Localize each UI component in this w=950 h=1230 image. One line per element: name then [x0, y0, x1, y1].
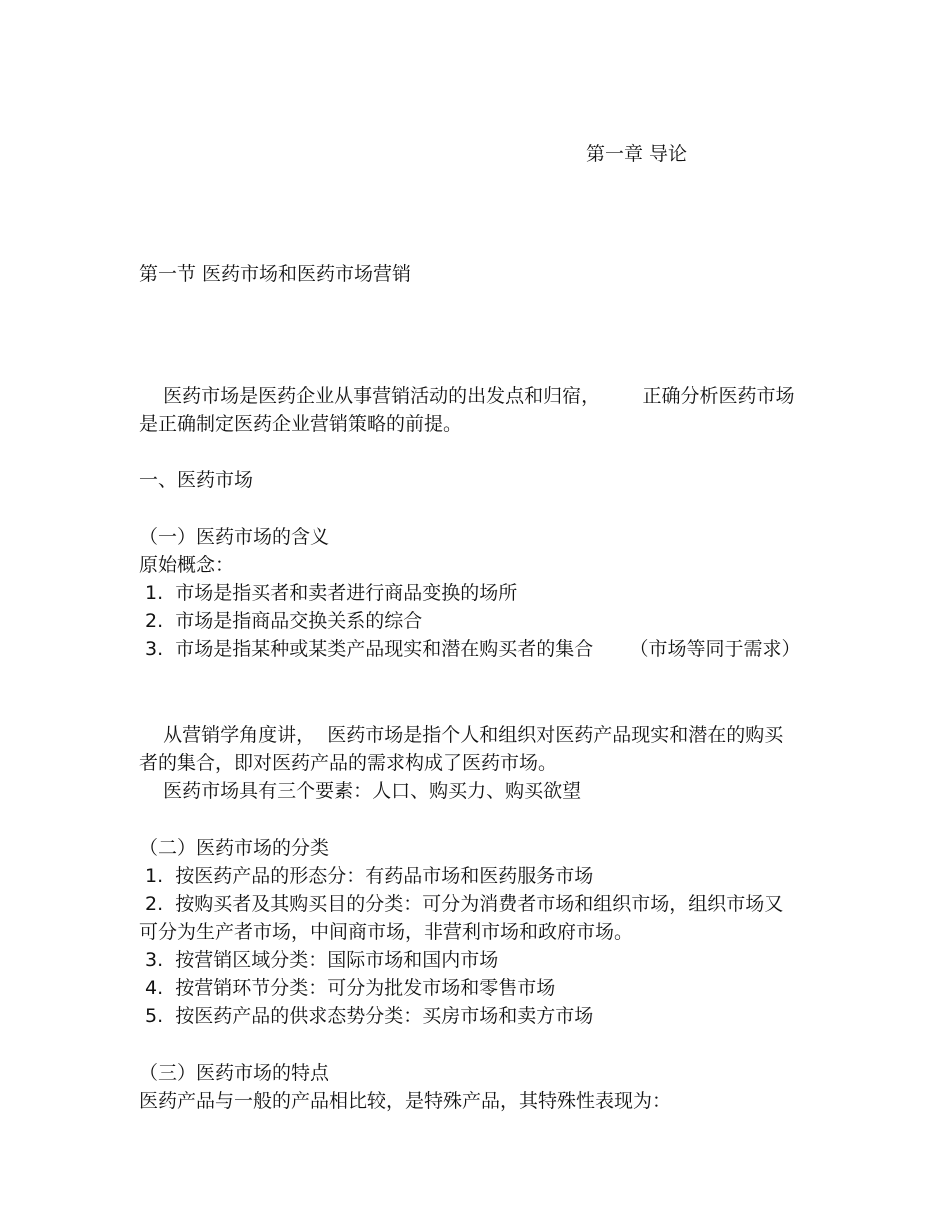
characteristics-lead: 医药产品与一般的产品相比较，是特殊产品，其特殊性表现为： [139, 1090, 672, 1112]
original-concept-label: 原始概念： [139, 554, 235, 576]
list-item: 1. 按医药产品的形态分：有药品市场和医药服务市场 [139, 865, 594, 887]
heading-medical-market: 一、医药市场 [139, 469, 254, 491]
marketing-definition-paragraph: 从营销学角度讲， 医药市场是指个人和组织对医药产品现实和潜在的购买者的集合，即对医药产品的需求构成了医药市场。 [139, 724, 784, 774]
list-item: 2. 按购买者及其购买目的分类：可分为消费者市场和组织市场，组织市场又可分为生产者市场，中间商市场，非营利市场和政府市场。 [139, 893, 784, 943]
list-item: 4. 按营销环节分类：可分为批发市场和零售市场 [139, 977, 556, 999]
list-item: 5. 按医药产品的供求态势分类：买房市场和卖方市场 [139, 1005, 594, 1027]
subheading-classification: （二）医药市场的分类 [139, 837, 330, 859]
list-item: 3. 市场是指某种或某类产品现实和潜在购买者的集合 （市场等同于需求） [139, 638, 801, 660]
subheading-characteristics: （三）医药市场的特点 [139, 1062, 330, 1084]
list-item: 1. 市场是指买者和卖者进行商品变换的场所 [139, 582, 518, 604]
section-title: 第一节 医药市场和医药市场营销 [139, 263, 412, 285]
intro-paragraph: 医药市场是医药企业从事营销活动的出发点和归宿， 正确分析医药市场是正确制定医药企业营销策略的前提。 [139, 385, 795, 435]
subheading-meaning: （一）医药市场的含义 [139, 526, 330, 548]
list-item: 2. 市场是指商品交换关系的综合 [139, 610, 423, 632]
three-elements-paragraph: 医药市场具有三个要素：人口、购买力、购买欲望 [139, 780, 582, 802]
list-item: 3. 按营销区域分类：国际市场和国内市场 [139, 949, 499, 971]
chapter-title: 第一章 导论 [586, 143, 688, 165]
